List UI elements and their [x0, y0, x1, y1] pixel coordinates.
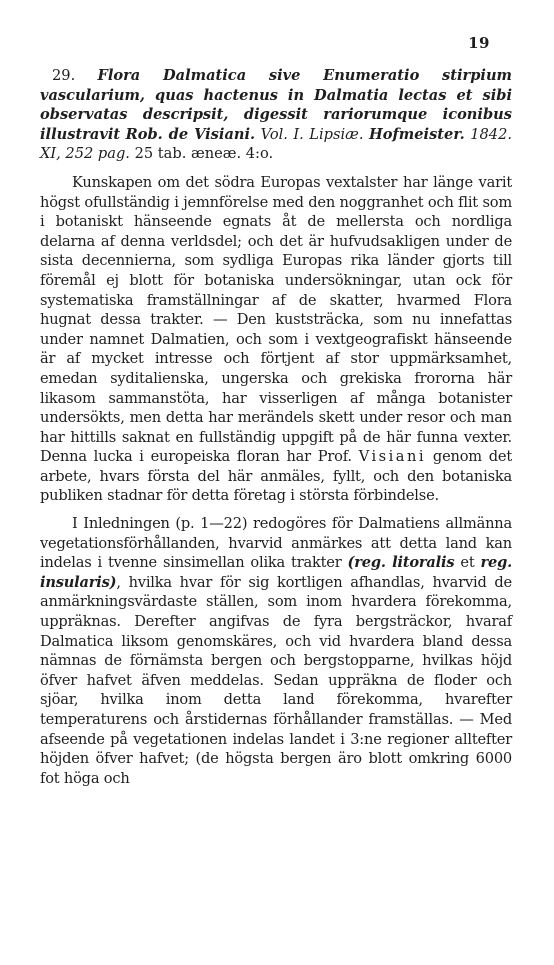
reference-year-pages: 1842. XI, 252 pag. — [40, 125, 513, 163]
reference-title: Flora Dalmatica sive Enumeratio stirpium vascularium, quas hactenus in Dalmatia lectas et sibi observatas descripsit, digessit rariorumque iconibus illustravit — [40, 67, 512, 143]
paragraph-2-text-a: I Inledningen (p. 1—22) redogöres för Dalmatiens allmänna vegetationsförhållanden, hvarvid anmärkes att detta land kan indelas i tvenne sinsimellan olika trakter — [40, 515, 512, 572]
page-text — [40, 66, 512, 788]
reference-place: Lipsiæ. — [309, 125, 364, 143]
page-number: 19 — [468, 34, 490, 52]
reference-publisher: Hofmeister. — [369, 125, 465, 143]
author-name-spaced: Visiani — [358, 448, 427, 466]
region-insularis: reg. insularis) — [40, 554, 512, 591]
paragraph-2-text-b: , hvilka hvar för sig kortligen afhandlas, hvarvid de anmärkningsvärdaste ställen, som inom hvardera förekomma, uppräknas. Derefter angifvas de fyra bergsträckor, hvaraf Dalmatica liksom genomskäres, och vid hvardera bland dessa nämnas de förnämsta bergen och bergstopparne, hvilkas höjd öfver hafvet äfven meddelas. Sedan uppräkna de floder och sjöar, hvilka inom detta land förekomma, hvarefter temperaturens och årstidernas förhållander framställas. — Med afseende på vegetationen indelas landet i 3:ne regioner alltefter höjden öfver hafvet; (de högsta bergen äro blott omkring 6000 fot höga och — [40, 573, 512, 787]
reference-plates: 25 tab. æneæ. 4:o. — [134, 145, 274, 163]
reference-author: Rob. de Visiani. — [125, 125, 256, 143]
conjunction-et: et — [460, 554, 475, 572]
region-litoralis: (reg. litoralis — [347, 554, 455, 572]
paragraph-1-text-b: genom det arbete, hvars första del här anmäles, fyllt, och den botaniska publiken stadnar för detta företag i största förbindelse. — [40, 448, 512, 505]
reference-number: 29. — [52, 67, 76, 84]
reference-volume: Vol. I. — [260, 125, 304, 143]
review-paragraph-1 — [40, 173, 512, 506]
bibliographic-reference — [40, 66, 512, 164]
review-paragraph-2 — [40, 514, 512, 788]
paragraph-1-text-a: Kunskapen om det södra Europas vextalster har länge varit högst ofullständig i jemnförelse med den noggranhet och flit som i botaniskt hänseende egnats åt de mellersta och nordliga delarna af denna verldsdel; och det är hufvudsakligen under de sista decennierna, som sydliga Europas rika länder gjorts till föremål ej blott för botaniska undersökningar, utan ock för systematiska framställningar af de skatter, hvarmed Flora hugnat dessa trakter. — Den kuststräcka, som nu innefattas under namnet Dalmatien, och som i vextgeografiskt hänseende är af mycket intresse och förtjent af stor uppmärksamhet, emedan syditalienska, ungerska och grekiska frororna här likasom sammanstöta, har visserligen af många botanister undersökts, men detta har merändels skett under resor och man har hittills saknat en fullständig uppgift på de här funna vexter. Denna lucka i europeiska floran har Prof. — [40, 173, 512, 466]
